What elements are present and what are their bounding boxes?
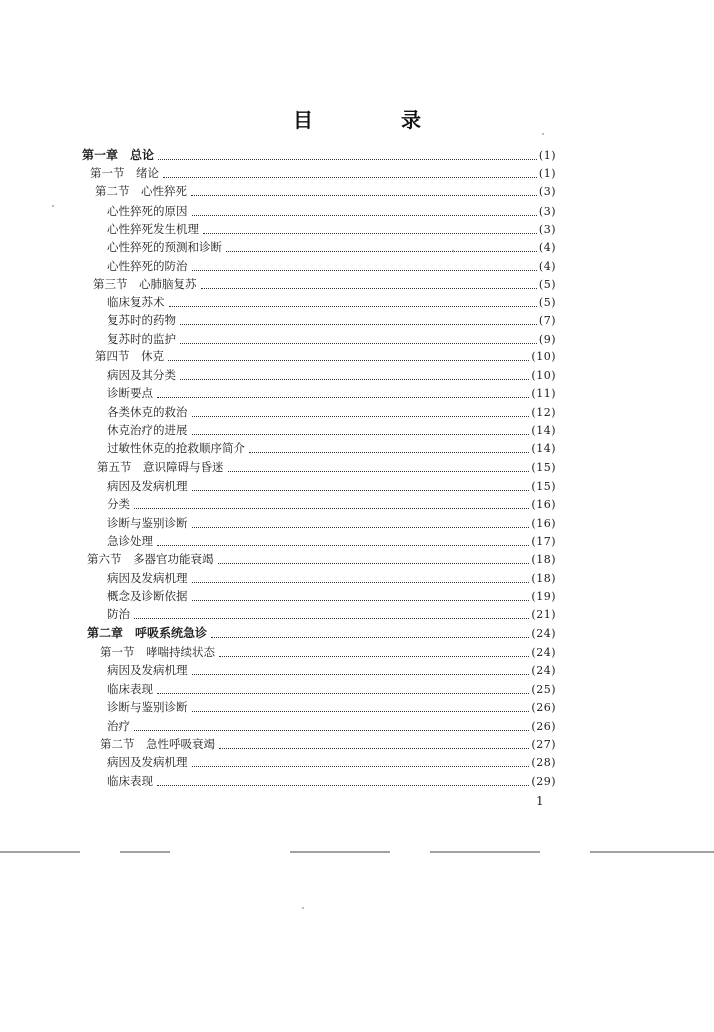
- toc-entry-page: (3): [538, 223, 556, 236]
- dot-leader: [191, 194, 537, 196]
- dot-leader: [134, 507, 529, 509]
- dot-leader: [211, 636, 529, 638]
- toc-entry: [100, 643, 556, 661]
- toc-entry-page: (1): [538, 149, 556, 162]
- toc-entry-label: 临床表现: [107, 774, 153, 788]
- toc-entry-label: 防治: [107, 607, 130, 621]
- toc-entry-label: 病因及其分类: [107, 368, 176, 382]
- dot-leader: [192, 526, 530, 528]
- dot-leader: [180, 323, 537, 325]
- toc-entry: [97, 458, 556, 476]
- toc-entry-page: (12): [531, 406, 556, 419]
- toc-entry-label: 第六节 多器官功能衰竭: [87, 552, 214, 566]
- dot-leader: [134, 617, 529, 619]
- toc-entry-page: (25): [531, 683, 556, 696]
- toc-entry-label: 第四节 休克: [95, 349, 164, 363]
- toc-entry-page: (14): [531, 424, 556, 437]
- toc-entry-label: 各类休克的救治: [107, 405, 188, 419]
- toc-entry-page: (4): [538, 241, 556, 254]
- toc-entry: [107, 311, 556, 329]
- toc-entry-label: 病因及发病机理: [107, 479, 188, 493]
- scan-edge-line: [590, 851, 714, 853]
- toc-entry: [107, 587, 556, 605]
- toc-entry-label: 临床表现: [107, 682, 153, 696]
- toc-entry: [82, 146, 556, 164]
- toc-entry: [95, 347, 556, 365]
- toc-entry-page: (15): [531, 461, 556, 474]
- toc-entry: [90, 164, 556, 182]
- toc-entry: [100, 735, 556, 753]
- toc-entry-page: (26): [531, 720, 556, 733]
- toc-entry: [107, 661, 556, 679]
- dot-leader: [226, 250, 537, 252]
- dot-leader: [192, 415, 530, 417]
- dot-leader: [134, 729, 529, 731]
- toc-entry-page: (3): [538, 205, 556, 218]
- toc-entry: [107, 753, 556, 771]
- toc-entry-page: (3): [538, 185, 556, 198]
- toc-entry: [107, 220, 556, 238]
- toc-entry-label: 第二节 心性猝死: [95, 184, 187, 198]
- toc-entry-label: 临床复苏术: [107, 295, 165, 309]
- dot-leader: [169, 305, 537, 307]
- toc-entry: [107, 421, 556, 439]
- toc-entry: [107, 569, 556, 587]
- toc-entry-label: 第一章 总论: [82, 148, 155, 162]
- toc-entry: [107, 495, 556, 513]
- toc-entry-page: (5): [538, 278, 556, 291]
- toc-entry: [107, 403, 556, 421]
- toc-entry-label: 第五节 意识障碍与昏迷: [97, 460, 224, 474]
- dot-leader: [180, 378, 529, 380]
- toc-entry-page: (21): [531, 608, 556, 621]
- toc-entry: [107, 366, 556, 384]
- toc-entry: [95, 182, 556, 200]
- scan-speck: [302, 907, 304, 909]
- toc-entry-page: (18): [531, 572, 556, 585]
- toc-entry: [107, 477, 556, 495]
- toc-entry-page: (9): [538, 333, 556, 346]
- toc-entry: [87, 624, 556, 642]
- toc-entry-label: 急诊处理: [107, 534, 153, 548]
- toc-entry-label: 第三节 心肺脑复苏: [93, 277, 197, 291]
- scan-speck: [452, 250, 454, 252]
- toc-entry-page: (28): [531, 756, 556, 769]
- toc-entry-page: (19): [531, 590, 556, 603]
- toc-entry-label: 治疗: [107, 719, 130, 733]
- toc-entry: [87, 550, 556, 568]
- page-number: 1: [536, 794, 544, 808]
- scan-edge-line: [0, 851, 80, 853]
- toc-entry: [93, 275, 556, 293]
- toc-entry: [107, 772, 556, 790]
- toc-entry-page: (24): [531, 646, 556, 659]
- toc-entry-page: (18): [531, 553, 556, 566]
- toc-entry: [107, 202, 556, 220]
- toc-entry-page: (14): [531, 442, 556, 455]
- toc-entry-label: 复苏时的药物: [107, 313, 176, 327]
- toc-entry-page: (26): [531, 701, 556, 714]
- toc-entry-page: (4): [538, 260, 556, 273]
- dot-leader: [157, 544, 529, 546]
- dot-leader: [192, 710, 530, 712]
- dot-leader: [192, 489, 530, 491]
- toc-entry-page: (15): [531, 480, 556, 493]
- toc-entry: [107, 384, 556, 402]
- toc-entry-page: (5): [538, 296, 556, 309]
- dot-leader: [218, 562, 530, 564]
- toc-entry-label: 第二节 急性呼吸衰竭: [100, 737, 215, 751]
- toc-entry-label: 第一节 哮喘持续状态: [100, 645, 215, 659]
- toc-entry: [107, 532, 556, 550]
- dot-leader: [158, 158, 537, 160]
- toc-entry-page: (10): [531, 350, 556, 363]
- toc-entry-label: 分类: [107, 497, 130, 511]
- toc-entry: [107, 605, 556, 623]
- toc-entry-label: 诊断与鉴别诊断: [107, 516, 188, 530]
- toc-entry-page: (24): [531, 627, 556, 640]
- dot-leader: [180, 342, 537, 344]
- page-title: 目 录: [293, 108, 455, 132]
- toc-entry: [107, 238, 556, 256]
- toc-entry-page: (10): [531, 369, 556, 382]
- toc-entry-label: 心性猝死的防治: [107, 259, 188, 273]
- toc-entry: [107, 680, 556, 698]
- scan-speck: [542, 133, 544, 135]
- toc-entry-label: 病因及发病机理: [107, 663, 188, 677]
- dot-leader: [163, 176, 537, 178]
- toc-entry-page: (7): [538, 314, 556, 327]
- toc-entry-label: 心性猝死的原因: [107, 204, 188, 218]
- dot-leader: [192, 581, 530, 583]
- dot-leader: [249, 451, 529, 453]
- dot-leader: [192, 433, 530, 435]
- dot-leader: [192, 673, 530, 675]
- scan-edge-line: [120, 851, 170, 853]
- toc-entry: [107, 514, 556, 532]
- dot-leader: [192, 269, 537, 271]
- dot-leader: [168, 359, 529, 361]
- toc-entry-label: 过敏性休克的抢救顺序简介: [107, 441, 245, 455]
- toc-entry-label: 复苏时的监护: [107, 332, 176, 346]
- scan-edge-line: [290, 851, 390, 853]
- toc-entry-page: (16): [531, 517, 556, 530]
- toc-entry-label: 病因及发病机理: [107, 571, 188, 585]
- toc-entry-label: 心性猝死发生机理: [107, 222, 199, 236]
- toc-entry-label: 诊断要点: [107, 386, 153, 400]
- dot-leader: [157, 396, 529, 398]
- toc-entry-label: 心性猝死的预测和诊断: [107, 240, 222, 254]
- toc-entry-page: (16): [531, 498, 556, 511]
- toc-entry: [107, 257, 556, 275]
- dot-leader: [219, 655, 529, 657]
- dot-leader: [192, 599, 530, 601]
- toc-entry-page: (27): [531, 738, 556, 751]
- toc-entry-page: (29): [531, 775, 556, 788]
- toc-entry: [107, 330, 556, 348]
- toc-entry-page: (1): [538, 167, 556, 180]
- toc-entry: [107, 698, 556, 716]
- dot-leader: [192, 765, 530, 767]
- toc-entry-label: 病因及发病机理: [107, 755, 188, 769]
- dot-leader: [157, 784, 529, 786]
- dot-leader: [192, 214, 537, 216]
- toc-entry-page: (11): [531, 387, 556, 400]
- dot-leader: [157, 692, 529, 694]
- toc-entry-label: 概念及诊断依据: [107, 589, 188, 603]
- dot-leader: [219, 747, 529, 749]
- toc-entry-page: (17): [531, 535, 556, 548]
- toc-entry-label: 诊断与鉴别诊断: [107, 700, 188, 714]
- toc-entry-label: 休克治疗的进展: [107, 423, 188, 437]
- scan-speck: [52, 205, 54, 207]
- dot-leader: [203, 232, 537, 234]
- toc-entry-label: 第一节 绪论: [90, 166, 159, 180]
- toc-entry-page: (24): [531, 664, 556, 677]
- toc-entry: [107, 439, 556, 457]
- scan-edge-line: [430, 851, 540, 853]
- dot-leader: [228, 470, 530, 472]
- dot-leader: [201, 287, 537, 289]
- toc-entry-label: 第二章 呼吸系统急诊: [87, 626, 208, 640]
- toc-entry: [107, 717, 556, 735]
- toc-entry: [107, 293, 556, 311]
